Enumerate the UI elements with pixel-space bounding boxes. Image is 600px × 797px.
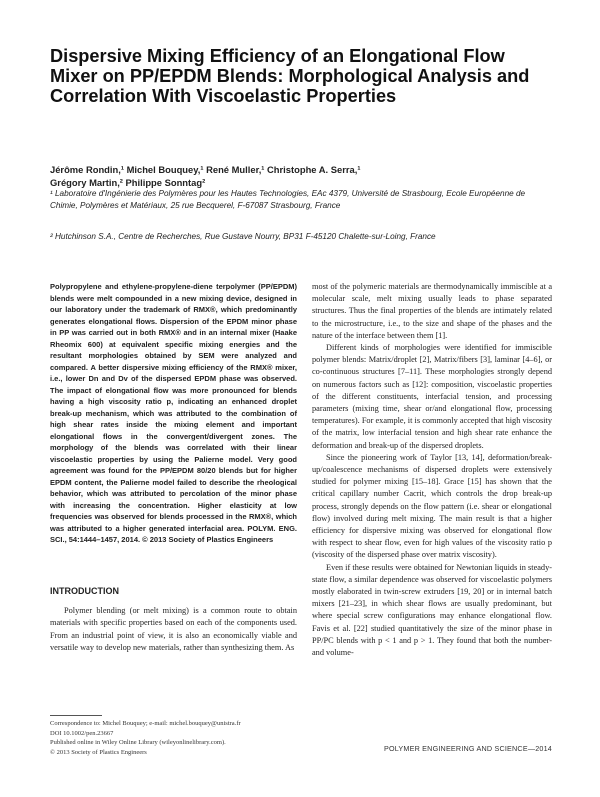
author-list — [50, 163, 550, 189]
body-paragraph: Different kinds of morphologies were identified for immiscible polymer blends: Matrix/droplet [2], Matrix/fibers [3], laminar [4–6], or co-continuous structures [7–11]. These morphologies strongly depend on numerous factors such as [12]: composition, viscoelastic properties of the different constituents, interfacial tension, and processing parameters (mixing time, shear or/and elongational flow, processing temperatures). For example, it is commonly accepted that high viscosity of the matrix, low interfacial tension and high shear rate enhance the deformation and break-up of the dispersed droplets. — [312, 343, 552, 450]
footnote-divider — [50, 715, 102, 716]
body-right-column — [312, 281, 552, 659]
body-paragraph: most of the polymeric materials are thermodynamically immiscible at a molecular scale, melt mixing usually leads to phase separated structures. Thus the final properties of the blends are intimately related to the microstructure, i.e., to the size and shape of the phases and the nature of the interface between them [1]. — [312, 282, 552, 340]
introduction-heading: INTRODUCTION — [50, 586, 119, 596]
correspondence-note: Correspondence to: Michel Bouquey; e-mail: michel.bouquey@unistra.fr — [50, 720, 241, 727]
introduction-paragraph: Polymer blending (or melt mixing) is a common route to obtain materials with specific properties based on each of the components used. From an industrial point of view, it is also an economically viable and versatile way to develop new materials, rather than synthesizing them. As — [50, 606, 297, 652]
doi-note: DOI 10.1002/pen.23667 — [50, 729, 114, 737]
published-note: Published online in Wiley Online Library (wileyonlinelibrary.com). — [50, 739, 226, 747]
affiliation-2: ² Hutchinson S.A., Centre de Recherches, Rue Gustave Nourry, BP31 F-45120 Chalette-sur-Loing, France — [50, 232, 436, 241]
affiliation-1: ¹ Laboratoire d'Ingénierie des Polymères pour les Hautes Technologies, EAc 4379, Université de Strasbourg, Ecole Européenne de Chimie, Polymères et Matériaux, 25 rue Becquerel, F-67087 Strasbourg, France — [50, 189, 526, 210]
body-paragraph: Even if these results were obtained for Newtonian liquids in steady-state flow, a similar dependence was observed for viscoelastic polymers mostly elaborated in twin-screw extruders [19, 20] or in internal batch mixers [21–23], in which shear flows are usually predominant, but where special screw configurations may enhance elongational flow. Favis et al. [22] studied quantitatively the size of the minor phase in PP/PC blends with p < 1 and p > 1. They found that both the number- and volume- — [312, 562, 552, 658]
author-line-1: Jérôme Rondin,¹ Michel Bouquey,¹ René Muller,¹ Christophe A. Serra,¹ — [50, 164, 361, 175]
article-title: Dispersive Mixing Efficiency of an Elongational Flow Mixer on PP/EPDM Blends: Morphological Analysis and Correlation With Viscoelastic Properties — [50, 46, 530, 106]
running-footer: POLYMER ENGINEERING AND SCIENCE—2014 — [383, 744, 552, 753]
author-line-2: Grégory Martin,² Philippe Sonntag² — [50, 177, 206, 188]
footnotes — [50, 719, 300, 757]
copyright-note: © 2013 Society of Plastics Engineers — [50, 748, 147, 756]
body-paragraph: Since the pioneering work of Taylor [13, 14], deformation/break-up/coalescence mechanisms of dispersed droplets were extensively studied for polymer mixing [15–18]. Grace [15] has shown that the critical capillary number Cacrit, which controls the drop break-up process, strongly depends on the flow pattern (i.e. shear or elongational flow) involved during melt mixing. The main result is that a higher efficiency for dispersive mixing was observed for elongational flow with respect to shear flow, even for high values of the viscosity ratio p (viscosity of the dispersed phase over matrix viscosity). — [312, 452, 552, 560]
abstract: Polypropylene and ethylene-propylene-diene terpolymer (PP/EPDM) blends were melt compounded in a new mixing device, designed in our laboratory under the trademark of RMX®, which predominantly generates elongational flows. Dispersion of the EPDM minor phase in PP was carried out in both RMX® and in an internal mixer (Haake Rheomix 600) at equivalent specific mixing energies and the resultant morphologies obtained by SEM were analyzed and compared. A better dispersive mixing efficiency of the RMX® mixer, i.e., lower Dn and Dv of the dispersed EPDM phase was observed. The impact of elongational flow was more pronounced for blends having a high viscosity ratio p, indicating an enhanced droplet break-up mechanism, which was attributed to the combination of high shear rates inside the mixing element and important elongational flows in the convergent/divergent zones. The morphology of the blends was correlated with their linear viscoelastic properties by using the Palierne model. Very good agreement was found for the PP/EPDM 80/20 blends but for higher EPDM content, the Palierne model failed to describe the rheological behavior, which was attributed to percolation of the minor phase with increasing the concentration. Higher elasticity at low frequencies was observed for blends processed in the RMX®, which was attributed to a higher generated interfacial area. POLYM. ENG. SCI., 54:1444–1457, 2014. © 2013 Society of Plastics Engineers — [50, 282, 297, 544]
